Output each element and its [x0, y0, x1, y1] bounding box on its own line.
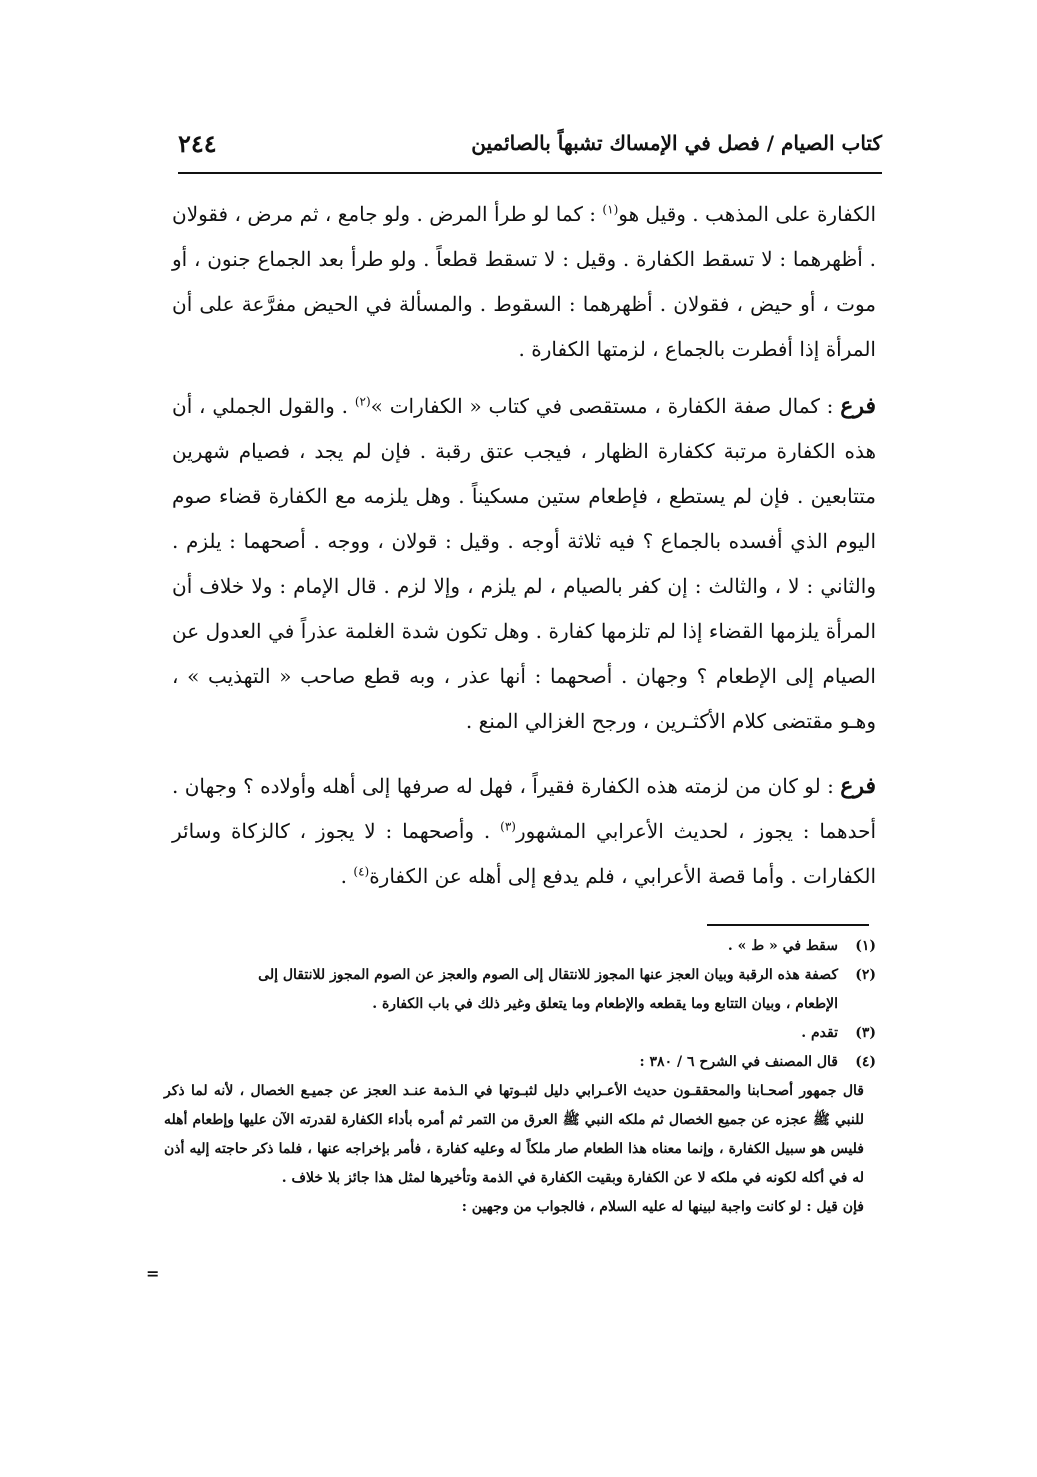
footnote-1-text: سقط في « ط » .	[727, 938, 838, 954]
paragraph-1-text: الكفارة على المذهب . وقيل هو	[618, 202, 876, 226]
main-text	[172, 192, 876, 911]
continuation-mark: =	[146, 1264, 160, 1283]
footnote-3-text: تقدم .	[801, 1025, 838, 1041]
footnote-2	[164, 961, 876, 990]
footnote-4	[164, 1048, 876, 1077]
footnote-2-text-a: كصفة هذه الرقبة وبيان العجز عنها المجوز للانتقال إلى الصوم والعجز عن الصوم المجوز للانتقال إلى	[258, 967, 838, 983]
paragraph-1	[172, 192, 876, 372]
footnote-3	[164, 1019, 876, 1048]
page-header	[178, 122, 882, 164]
footnote-ref-2: (٢)	[354, 394, 371, 409]
paragraph-2-text-a: : كمال صفة الكفارة ، مستقصى في كتاب « الكفارات »	[370, 394, 841, 418]
paragraph-3-text-b: . وأصحهما : لا يجوز ، كالزكاة وسائر الكفارات . وأما قصة الأعرابي ، فلم يدفع إلى أهله عن الكفارة	[172, 819, 876, 888]
paragraph-3-end: .	[340, 864, 354, 888]
paragraph-3	[172, 764, 876, 899]
footnote-4-text: قال المصنف في الشرح ٦ / ٣٨٠ :	[639, 1054, 838, 1070]
footnote-2-number: (٢)	[855, 967, 876, 983]
footnote-2-continued: الإطعام ، وبيان التتابع وما يقطعه والإطعام وما يتعلق وغير ذلك في باب الكفارة .	[372, 996, 838, 1012]
footnote-4-number: (٤)	[855, 1054, 876, 1070]
paragraph-3-text-a: : لو كان من لزمته هذه الكفارة فقيراً ، فهل له صرفها إلى أهله وأولاده ؟ وجهان . أحدهما : يجوز ، لحديث الأعرابي المشهور	[172, 774, 877, 843]
footnote-1-number: (١)	[855, 938, 876, 954]
footnote-4-last-line: فإن قيل : لو كانت واجبة لبينها له عليه السلام ، فالجواب من وجهين :	[461, 1199, 864, 1215]
paragraph-2-text-b: . والقول الجملي ، أن هذه الكفارة مرتبة ككفارة الظهار ، فيجب عتق رقبة . فإن لم يجد ، فصيام شهرين متتابعين . فإن لم يستطع ، فإطعام ستين مسكيناً . وهل يلزمه مع الكفارة قضاء صوم اليوم الذي أفسده بالجماع ؟ فيه ثلاثة أوجه . وقيل : قولان ، ووجه . أصحهما : يلزم . والثاني : لا ، والثالث : إن كفر بالصيام ، لم يلزم ، وإلا لزم . قال الإمام : ولا خلاف أن المرأة يلزمها القضاء إذا لم تلزمها كفارة . وهل تكون شدة الغلمة عذراً في العدول عن الصيام إلى الإطعام ؟ وجهان . أصحهما : أنها عذر ، وبه قطع صاحب « التهذيب » ، وهـو مقتضى كلام الأكثـرين ، ورجح الغزالي المنع .	[172, 394, 876, 733]
paragraph-1-rest: : كما لو طرأ المرض . ولو جامع ، ثم مرض ، فقولان . أظهرهما : لا تسقط الكفارة . وقيل : لا تسقط قطعاً . ولو طرأ بعد الجماع جنون ، أو موت ، أو حيض ، فقولان . أظهرهما : السقوط . والمسألة في الحيض مفرَّعة على أن المرأة إذا أفطرت بالجماع ، لزمتها الكفارة .	[172, 202, 876, 361]
page-number: ٢٤٤	[178, 128, 217, 158]
footnote-rule	[707, 924, 869, 926]
footnote-4-quote: قال جمهور أصحـابنا والمحققـون حديث الأعـرابي دليل لثبـوتها في الـذمة عنـد العجز عن جميـع الخصال ، لأنه لما ذكر للنبي ﷺ عجزه عن جميع الخصال ثم ملكه النبي ﷺ العرق من التمر ثم أمره بأداء الكفارة لقدرته الآن عليها وإطعام أهله فليس هو سبيل الكفارة ، وإنما معناه هذا الطعام صار ملكاً له وعليه كفارة ، فأمر بإخراجه عنها ، فلما ذكر حاجته إليه أذن له في أكله لكونه في ملكه لا عن الكفارة وبقيت الكفارة في الذمة وتأخيرها لمثل هذا جائز بلا خلاف .	[164, 1083, 864, 1186]
footnote-ref-4: (٤)	[353, 864, 370, 879]
running-title: كتاب الصيام / فصل في الإمساك تشبهاً بالصائمين	[471, 131, 882, 155]
paragraph-3-lead: فرع	[840, 773, 876, 799]
footnote-3-number: (٣)	[855, 1025, 876, 1041]
footnote-ref-3: (٣)	[500, 819, 516, 834]
footnote-1	[164, 932, 876, 961]
footnotes	[164, 932, 876, 1222]
paragraph-2-lead: فرع	[840, 393, 876, 419]
footnote-ref-1: (١)	[602, 202, 619, 217]
paragraph-2	[172, 384, 876, 744]
header-rule	[178, 172, 882, 174]
